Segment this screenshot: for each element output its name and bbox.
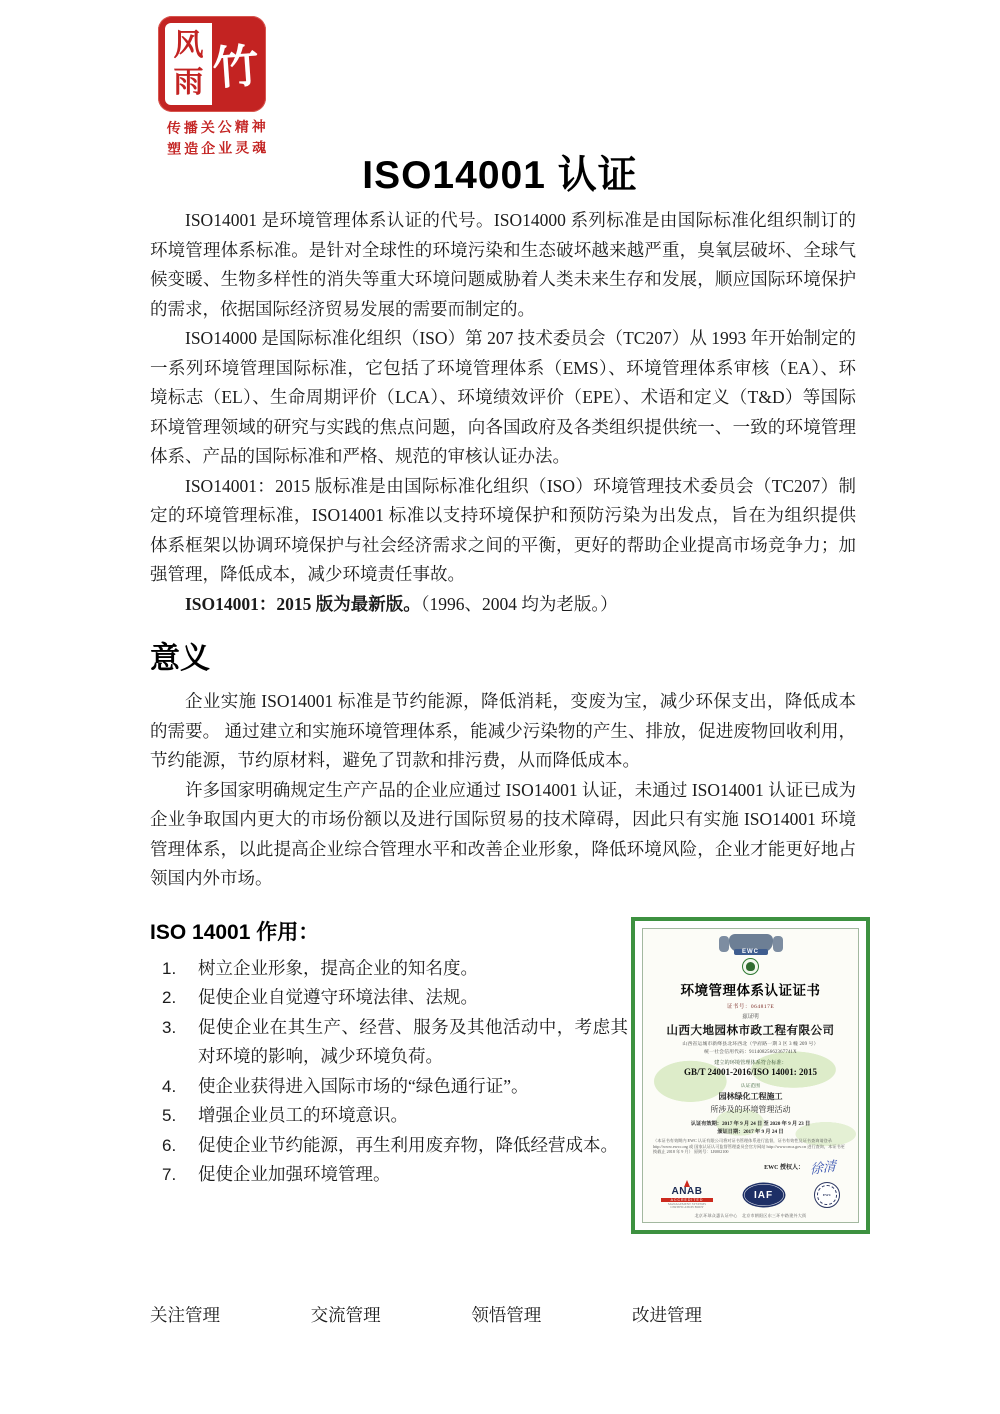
authorizer-signature: 徐清 <box>810 1158 836 1177</box>
ewc-crest-icon <box>721 934 781 955</box>
certificate-scope-line2: 所涉及的环境管理活动 <box>710 1105 791 1114</box>
role-list-item: 促使企业加强环境管理。 <box>198 1164 391 1184</box>
logo-tagline-line2: 塑造企业灵魂 <box>167 141 270 158</box>
role-list-item: 促使企业自觉遵守环境法律、法规。 <box>198 987 478 1007</box>
old-versions-note: （1996、2004 均为老版。） <box>420 593 618 614</box>
certificate-attest: 兹证明 <box>742 1014 759 1020</box>
certificate-number: 证书号：064817E <box>726 1004 775 1010</box>
footer-item-communication: 交流管理 <box>310 1305 381 1325</box>
accreditation-logos <box>661 1180 840 1210</box>
globe-tree-seal-icon <box>742 958 759 975</box>
meaning-paragraph-2: 许多国家明确规定生产产品的企业应通过 ISO14001 认证，未通过 ISO14001 认证已成为企业争取国内更大的市场份额以及进行国际贸易的技术障碍，因此只有实施 ISO14001 环境管理体系，以此提高企业综合管理水平和改善企业形象，降低环境风险，企业才能更好地占领国内外市场。 <box>150 779 856 888</box>
section-heading-role: ISO 14001 作用： <box>150 920 320 944</box>
certificate-signature-row <box>643 1157 836 1176</box>
certificate-title: 环境管理体系认证证书 <box>680 983 821 998</box>
certificate-inner <box>642 928 859 1223</box>
logo-tagline-line1: 传播关公精神 <box>166 120 269 137</box>
certificate-credit-code: 统一社会信用代码：91140825662367741X <box>704 1050 797 1055</box>
role-list <box>150 954 628 1190</box>
role-list-item: 促使企业在其生产、经营、服务及其他活动中，考虑其对环境的影响，减少环境负荷。 <box>198 1016 628 1066</box>
intro-paragraph-2: ISO14000 是国际标准化组织（ISO）第 207 技术委员会（TC207）从 1993 年开始制定的一系列环境管理国际标准，它包括了环境管理体系（EMS）、环境管理体系审核（EA）、环境标志（EL）、生命周期评价（LCA）、环境绩效评价（EPE）、术语和定义（T&D）等国际环境管理领域的研究与实践的焦点问题，向各国政府及各类组织提供统一、一致的环境管理体系、产品的国际标准和严格、规范的审核认证办法。 <box>150 328 856 466</box>
certificate-issue-date: 颁证日期：2017 年 9 月 24 日 <box>717 1129 784 1135</box>
page-title: ISO14001 认证 <box>362 154 638 197</box>
certificate-scope-label: 认证范围 <box>740 1084 761 1089</box>
intro-paragraph-1: ISO14001 是环境管理体系认证的代号。ISO14000 系列标准是由国际标准化组织制订的环境管理体系标准。是针对全球性的环境污染和生态破坏越来越严重，臭氧层破坏、全球气候变暖、生物多样性的消失等重大环境问题威胁着人类未来生存和发展，顺应国际环境保护的需求，依据国际经济贸易发展的需要而制定的。 <box>150 210 856 319</box>
certificate-scope-line1: 园林绿化工程施工 <box>718 1092 783 1101</box>
red-seal-stamp-icon <box>158 16 266 112</box>
seal-left-characters <box>165 23 212 105</box>
seal-char-yu: 雨 <box>173 66 204 99</box>
certificate-validity: 认证有效期：2017 年 9 月 24 日 至 2020 年 9 月 23 日 <box>690 1121 811 1127</box>
intro-paragraph-4 <box>150 590 856 620</box>
footer-item-improvement: 改进管理 <box>631 1305 702 1325</box>
section-heading-meaning: 意义 <box>150 642 210 675</box>
role-list-item: 促使企业节约能源，再生利用废弃物，降低经营成本。 <box>198 1134 618 1155</box>
page-footer <box>150 1302 702 1327</box>
footer-item-attention: 关注管理 <box>150 1305 220 1325</box>
round-stamp-icon: EWC <box>814 1182 840 1208</box>
certificate-reg-no: 原则号：LB002100 <box>693 1149 729 1155</box>
role-list-item: 增强企业员工的环境意识。 <box>198 1105 408 1125</box>
certificate-standard: GB/T 24001-2016/ISO 14001: 2015 <box>683 1067 818 1077</box>
company-logo <box>152 16 302 160</box>
certificate-address: 山西省运城市新绛县北环西北（学府路一期 3 区 3 幢 209 号） <box>682 1041 819 1047</box>
ewc-crest-banner: EWC <box>734 949 768 955</box>
role-list-item: 树立企业形象，提高企业的知名度。 <box>198 957 478 978</box>
intro-paragraph-3: ISO14001：2015 版标准是由国际标准化组织（ISO）环境管理技术委员会（TC207）制定的环境管理标准，ISO14001 标准以支持环境保护和预防污染为出发点，旨在为组织提供体系框架以协调环境保护与社会经济需求之间的平衡，更好的帮助企业提高市场竞争力；加强管理，降低成本，减少环境责任事故。 <box>150 475 856 584</box>
role-list-item: 使企业获得进入国际市场的“绿色通行证”。 <box>198 1075 529 1096</box>
latest-version-statement: ISO14001：2015 版为最新版。 <box>185 593 421 614</box>
certificate-company-name: 山西大地园林市政工程有限公司 <box>666 1025 835 1037</box>
anab-logo-icon: ANAB ACCREDITED MANAGEMENT SYSTEMS CERTIFICATION BODY <box>661 1180 713 1210</box>
certificate-issuer-line: 北京环球众惠认证中心 北京市朝阳区东三环中路建外大街 <box>694 1213 807 1219</box>
meaning-paragraph-1: 企业实施 ISO14001 标准是节约能源，降低消耗，变废为宝，减少环保支出，降低成本的需要。 通过建立和实施环境管理体系，能减少污染物的产生、排放，促进废物回收利用，节约能源，节约原材料，避免了罚款和排污费，从而降低成本。 <box>150 691 856 770</box>
certificate-image <box>631 917 870 1234</box>
footer-item-comprehension: 领悟管理 <box>471 1305 542 1325</box>
certificate-fine-print: （本证书有效期内 EWC 认证有限公司将对证书管理体系进行监督，证书有效性及证书查询请登录 http://www.ewcc.org 或 国家认证认可监督管理委员会官方网站 http://www.cnca.gov.cn 进行查询，本证书更换截止 2018 年 9 月） 原则号：LB002100 <box>653 1138 845 1155</box>
seal-char-zhu: 竹 <box>211 40 261 95</box>
authorizer-label: EWC 授权人： <box>764 1165 804 1172</box>
certificate-standard-label: 建立的环境管理体系符合标准： <box>714 1060 787 1066</box>
seal-char-feng: 风 <box>173 28 204 62</box>
iaf-logo-icon: IAF <box>744 1184 784 1206</box>
